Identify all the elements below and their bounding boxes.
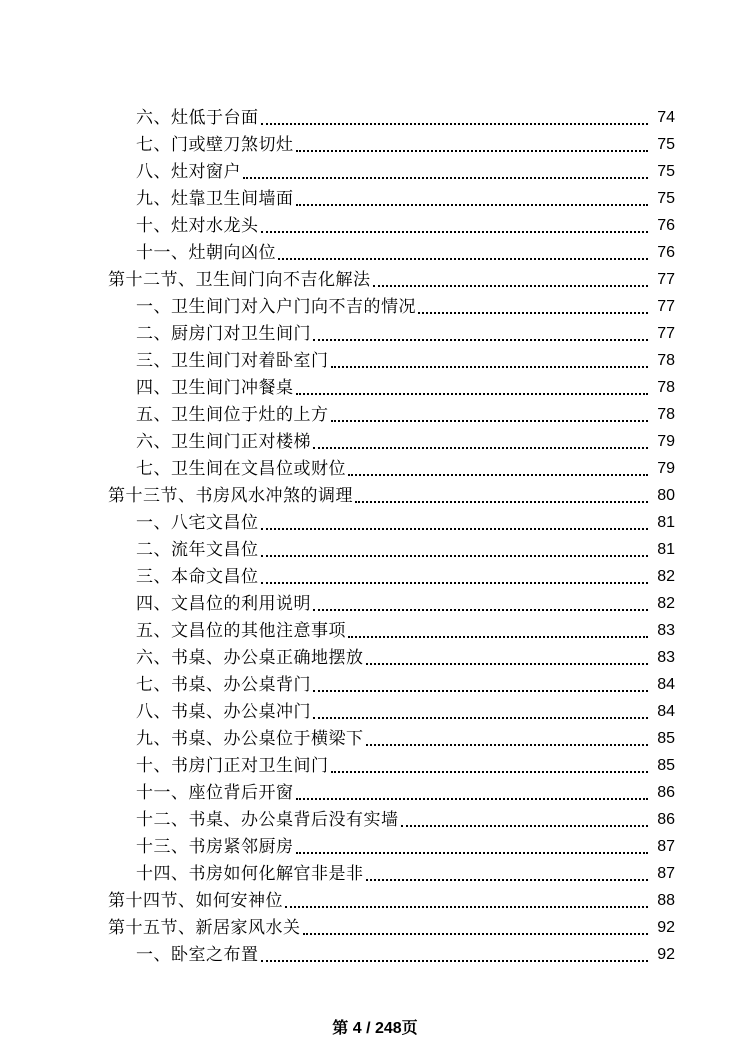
toc-subsection-entry[interactable]	[0, 210, 750, 237]
toc-dot-leader	[261, 562, 649, 584]
toc-page-number: 76	[657, 244, 675, 261]
toc-subsection-entry[interactable]	[0, 291, 750, 318]
toc-dot-leader	[373, 265, 649, 287]
toc-subsection-entry[interactable]	[0, 804, 750, 831]
toc-entry-title: 六、书桌、办公桌正确地摆放	[136, 648, 364, 668]
toc-entry-title: 六、卫生间门正对楼梯	[136, 432, 311, 452]
toc-page-number: 83	[657, 649, 675, 666]
toc-page-number: 85	[657, 757, 675, 774]
toc-subsection-entry[interactable]	[0, 561, 750, 588]
toc-dot-leader	[285, 886, 648, 908]
toc-dot-leader	[296, 832, 649, 854]
toc-subsection-entry[interactable]	[0, 318, 750, 345]
toc-entry-title: 七、卫生间在文昌位或财位	[136, 459, 346, 479]
toc-dot-leader	[296, 130, 649, 152]
toc-page-number: 74	[657, 109, 675, 126]
toc-dot-leader	[313, 589, 648, 611]
toc-dot-leader	[261, 535, 649, 557]
toc-dot-leader	[296, 778, 649, 800]
toc-page-number: 88	[657, 892, 675, 909]
toc-entry-title: 一、卫生间门对入户门向不吉的情况	[136, 297, 416, 317]
toc-dot-leader	[303, 913, 649, 935]
toc-entry-title: 十二、书桌、办公桌背后没有实墙	[136, 810, 399, 830]
toc-entry-title: 十四、书房如何化解官非是非	[136, 864, 364, 884]
toc-page-number: 82	[657, 595, 675, 612]
toc-page-number: 92	[657, 919, 675, 936]
toc-dot-leader	[331, 400, 649, 422]
toc-dot-leader	[278, 238, 648, 260]
toc-page-number: 77	[657, 298, 675, 315]
toc-entry-title: 九、书桌、办公桌位于横梁下	[136, 729, 364, 749]
toc-dot-leader	[261, 508, 649, 530]
toc-dot-leader	[296, 184, 649, 206]
toc-entry-title: 九、灶靠卫生间墙面	[136, 189, 294, 209]
toc-entry-title: 十三、书房紧邻厨房	[136, 837, 294, 857]
toc-dot-leader	[366, 859, 649, 881]
toc-subsection-entry[interactable]	[0, 183, 750, 210]
toc-entry-title: 一、卧室之布置	[136, 945, 259, 965]
toc-page-number: 85	[657, 730, 675, 747]
toc-page-number: 84	[657, 703, 675, 720]
toc-entry-title: 二、流年文昌位	[136, 540, 259, 560]
toc-page-number: 76	[657, 217, 675, 234]
toc-page-number: 77	[657, 271, 675, 288]
toc-dot-leader	[348, 454, 648, 476]
toc-dot-leader	[296, 373, 649, 395]
toc-entry-title: 五、文昌位的其他注意事项	[136, 621, 346, 641]
toc-page-number: 87	[657, 838, 675, 855]
toc-entry-title: 十一、灶朝向凶位	[136, 243, 276, 263]
toc-page-number: 79	[657, 433, 675, 450]
toc-subsection-entry[interactable]	[0, 858, 750, 885]
toc-page-number: 80	[657, 487, 675, 504]
toc-page-number: 82	[657, 568, 675, 585]
toc-subsection-entry[interactable]	[0, 129, 750, 156]
toc-entry-title: 四、文昌位的利用说明	[136, 594, 311, 614]
toc-entry-title: 七、书桌、办公桌背门	[136, 675, 311, 695]
toc-subsection-entry[interactable]	[0, 615, 750, 642]
toc-page-number: 75	[657, 136, 675, 153]
toc-page-number: 75	[657, 163, 675, 180]
toc-entry-title: 三、卫生间门对着卧室门	[136, 351, 329, 371]
toc-subsection-entry[interactable]	[0, 642, 750, 669]
toc-subsection-entry[interactable]	[0, 831, 750, 858]
toc-dot-leader	[348, 616, 648, 638]
toc-entry-title: 三、本命文昌位	[136, 567, 259, 587]
toc-subsection-entry[interactable]	[0, 426, 750, 453]
toc-entry-title: 第十四节、如何安神位	[108, 891, 283, 911]
toc-entry-title: 十、灶对水龙头	[136, 216, 259, 236]
toc-subsection-entry[interactable]	[0, 102, 750, 129]
toc-page-number: 78	[657, 352, 675, 369]
toc-dot-leader	[261, 940, 649, 962]
page-number-footer: 第 4 / 248页	[332, 1020, 418, 1037]
toc-page-number: 79	[657, 460, 675, 477]
toc-entry-title: 四、卫生间门冲餐桌	[136, 378, 294, 398]
toc-page-number: 87	[657, 865, 675, 882]
toc-dot-leader	[331, 751, 649, 773]
toc-subsection-entry[interactable]	[0, 507, 750, 534]
toc-dot-leader	[366, 643, 649, 665]
toc-entry-title: 八、灶对窗户	[136, 162, 241, 182]
toc-page-number: 75	[657, 190, 675, 207]
toc-subsection-entry[interactable]	[0, 750, 750, 777]
toc-subsection-entry[interactable]	[0, 453, 750, 480]
toc-page-number: 86	[657, 811, 675, 828]
toc-dot-leader	[313, 670, 648, 692]
toc-page-number: 86	[657, 784, 675, 801]
toc-page-number: 84	[657, 676, 675, 693]
toc-entry-title: 五、卫生间位于灶的上方	[136, 405, 329, 425]
toc-subsection-entry[interactable]	[0, 534, 750, 561]
toc-subsection-entry[interactable]	[0, 156, 750, 183]
toc-page-number: 92	[657, 946, 675, 963]
toc-entry-title: 七、门或壁刀煞切灶	[136, 135, 294, 155]
toc-subsection-entry[interactable]	[0, 588, 750, 615]
table-of-contents	[0, 102, 750, 966]
toc-subsection-entry[interactable]	[0, 399, 750, 426]
toc-dot-leader	[313, 427, 648, 449]
toc-page-number: 81	[657, 541, 675, 558]
toc-subsection-entry[interactable]	[0, 939, 750, 966]
toc-section-entry[interactable]	[0, 480, 750, 507]
toc-section-entry[interactable]	[0, 264, 750, 291]
toc-dot-leader	[313, 319, 648, 341]
toc-page-number: 78	[657, 406, 675, 423]
toc-entry-title: 十一、座位背后开窗	[136, 783, 294, 803]
toc-subsection-entry[interactable]	[0, 723, 750, 750]
toc-subsection-entry[interactable]	[0, 372, 750, 399]
toc-dot-leader	[331, 346, 649, 368]
toc-section-entry[interactable]	[0, 912, 750, 939]
toc-subsection-entry[interactable]	[0, 237, 750, 264]
toc-dot-leader	[243, 157, 648, 179]
toc-page-number: 81	[657, 514, 675, 531]
toc-entry-title: 十、书房门正对卫生间门	[136, 756, 329, 776]
toc-dot-leader	[261, 103, 649, 125]
toc-subsection-entry[interactable]	[0, 777, 750, 804]
toc-dot-leader	[355, 481, 648, 503]
toc-page-number: 83	[657, 622, 675, 639]
toc-dot-leader	[418, 292, 648, 314]
toc-dot-leader	[366, 724, 649, 746]
toc-subsection-entry[interactable]	[0, 669, 750, 696]
toc-subsection-entry[interactable]	[0, 345, 750, 372]
toc-dot-leader	[313, 697, 648, 719]
toc-dot-leader	[261, 211, 649, 233]
toc-entry-title: 第十三节、书房风水冲煞的调理	[108, 486, 353, 506]
toc-entry-title: 六、灶低于台面	[136, 108, 259, 128]
toc-entry-title: 二、厨房门对卫生间门	[136, 324, 311, 344]
toc-entry-title: 一、八宅文昌位	[136, 513, 259, 533]
toc-entry-title: 八、书桌、办公桌冲门	[136, 702, 311, 722]
toc-entry-title: 第十二节、卫生间门向不吉化解法	[108, 270, 371, 290]
toc-section-entry[interactable]	[0, 885, 750, 912]
toc-dot-leader	[401, 805, 649, 827]
toc-page-number: 78	[657, 379, 675, 396]
toc-page-number: 77	[657, 325, 675, 342]
toc-entry-title: 第十五节、新居家风水关	[108, 918, 301, 938]
toc-subsection-entry[interactable]	[0, 696, 750, 723]
